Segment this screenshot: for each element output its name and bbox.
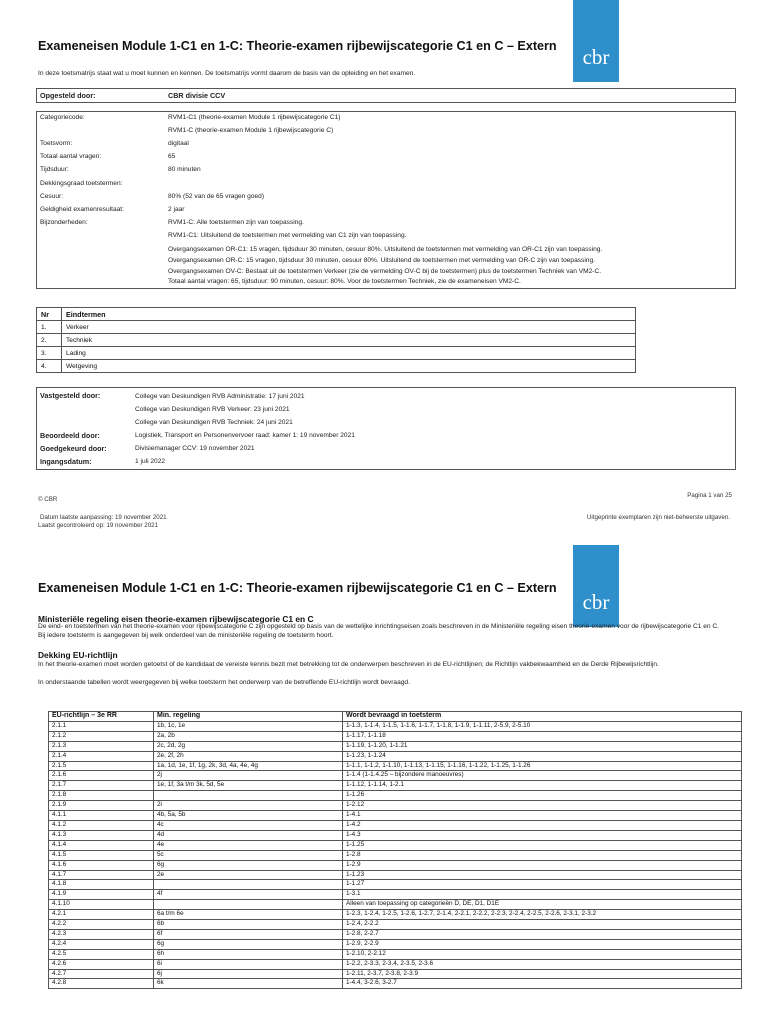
table-row <box>49 939 742 949</box>
eindterm-name: Techniek <box>62 334 636 347</box>
table-row <box>49 781 742 791</box>
footer-date-checked: Laatst gecontroleerd op: 19 november 2021 <box>38 522 159 529</box>
eindterm-nr: 2. <box>37 334 62 347</box>
table-cell: 4d <box>154 830 343 840</box>
table-cell: 6j <box>154 969 343 979</box>
column-header: Min. regeling <box>154 712 343 722</box>
eindterm-name: Wetgeving <box>62 360 636 373</box>
section-text: In het theorie-examen moet worden getoetst of de kandidaat de vereiste kennis bezit met betrekking tot de onderwerpen beschreven in de EU-richtlijnen; de Richtlijn vakbekwaamheid en de Derde Rijbewijsrichtlijn. <box>38 661 659 668</box>
table-cell: 6g <box>154 939 343 949</box>
info-value: 80% (52 van de 65 vragen goed) <box>168 193 265 200</box>
info-box <box>36 111 736 289</box>
bijzonderheden-line: Totaal aantal vragen: 65, tijdsduur: 90 minuten, cesuur: 80%. Voor de toetstermen Techniek, zie de exameneisen VM2-C. <box>168 278 521 285</box>
table-row <box>49 751 742 761</box>
table-cell: 1-1.26 <box>343 791 742 801</box>
table-cell: 4.1.6 <box>49 860 154 870</box>
table-row <box>49 979 742 989</box>
info-label: Categoriecode: <box>40 114 85 121</box>
table-row <box>37 321 636 334</box>
vastgesteld-value: College van Deskundigen RVB Administratie: 17 juni 2021 <box>135 393 305 400</box>
table-cell: 6a t/m 6e <box>154 910 343 920</box>
table-row <box>49 830 742 840</box>
table-row <box>49 761 742 771</box>
opgesteld-box <box>36 88 736 103</box>
eindtermen-name-header: Eindtermen <box>62 308 636 321</box>
table-cell: 1-4.4, 3-2.6, 3-2.7 <box>343 979 742 989</box>
table-cell: 1-4.2 <box>343 820 742 830</box>
table-cell <box>154 791 343 801</box>
table-cell: 1-1.25 <box>343 840 742 850</box>
table-cell: 2j <box>154 771 343 781</box>
table-row <box>49 721 742 731</box>
table-cell: 1-1.17, 1-1.18 <box>343 731 742 741</box>
vastgesteld-value: College van Deskundigen RVB Verkeer: 23 juni 2021 <box>135 406 290 413</box>
table-cell: 1-2.3, 1-2.4, 1-2.5, 1-2.6, 1-2.7, 2-1.4, 2-2.1, 2-2.2, 2-2.3, 2-2.4, 2-2.5, 2-2.6, 2-3.1, 2-3.2 <box>343 910 742 920</box>
table-cell: 1-1.19, 1-1.20, 1-1.21 <box>343 741 742 751</box>
table-cell: 4.1.7 <box>49 870 154 880</box>
table-cell: 2.1.7 <box>49 781 154 791</box>
table-cell: 5c <box>154 850 343 860</box>
table-cell: 4.1.5 <box>49 850 154 860</box>
cbr-logo: cbr <box>573 0 619 82</box>
table-cell: 2.1.1 <box>49 721 154 731</box>
table-cell: 4.2.7 <box>49 969 154 979</box>
info-value: RVM1-C1 (theorie-examen Module 1 rijbewijscategorie C1) <box>168 114 341 121</box>
opgesteld-value: CBR divisie CCV <box>168 91 226 100</box>
table-row <box>49 910 742 920</box>
section-text: In onderstaande tabellen wordt weergegeven bij welke toetsterm het onderwerp van de betreffende EU-richtlijn wordt bevraagd. <box>38 679 410 686</box>
table-cell: 4.1.8 <box>49 880 154 890</box>
eindtermen-table <box>36 307 636 373</box>
beoordeeld-value: Logistiek, Transport en Personenvervoer raad: kamer 1: 19 november 2021 <box>135 432 355 439</box>
table-cell: 2.1.3 <box>49 741 154 751</box>
eu-richtlijn-table <box>48 711 742 989</box>
table-cell: 1e, 1f, 3a t/m 3k, 5d, 5e <box>154 781 343 791</box>
table-cell: 4b, 5a, 5b <box>154 811 343 821</box>
vastgesteld-value: College van Deskundigen RVB Techniek: 24 juni 2021 <box>135 419 293 426</box>
table-cell: 6f <box>154 929 343 939</box>
table-cell: 4.1.4 <box>49 840 154 850</box>
table-row <box>49 850 742 860</box>
table-cell: 1-1.3, 1-1.4, 1-1.5, 1-1.6, 1-1.7, 1-1.8, 1-1.9, 1-1.11, 2-5.9, 2-5.10 <box>343 721 742 731</box>
info-label: Totaal aantal vragen: <box>40 153 102 160</box>
table-cell: 1-2.2, 2-3.3, 2-3.4, 2-3.5, 2-3.6 <box>343 959 742 969</box>
table-cell: 1-2.8 <box>343 850 742 860</box>
info-value: 2 jaar <box>168 206 185 213</box>
table-cell: 2c, 2d, 2g <box>154 741 343 751</box>
section-heading: Ministeriële regeling eisen theorie-examen rijbewijscategorie C1 en C <box>38 614 314 624</box>
table-cell: 4.1.9 <box>49 890 154 900</box>
table-cell: 2a, 2b <box>154 731 343 741</box>
table-cell: 6i <box>154 959 343 969</box>
eindterm-nr: 1. <box>37 321 62 334</box>
table-row <box>49 811 742 821</box>
table-cell: 2.1.5 <box>49 761 154 771</box>
info-label: Geldigheid examenresultaat: <box>40 206 124 213</box>
section-heading: Dekking EU-richtlijn <box>38 650 118 660</box>
table-cell: 1-1.27 <box>343 880 742 890</box>
table-row <box>37 334 636 347</box>
footer-date-modified: Datum laatste aanpassing: 19 november 2021 <box>40 514 167 521</box>
table-cell: 1-1.1, 1-1.2, 1-1.10, 1-1.13, 1-1.15, 1-1.16, 1-1.22, 1-1.25, 1-1.26 <box>343 761 742 771</box>
table-cell: 4.2.5 <box>49 949 154 959</box>
table-cell: 1-1.23, 1-1.24 <box>343 751 742 761</box>
intro-text: In deze toetsmatrijs staat wat u moet kunnen en kennen. De toetsmatrijs vormt daarom de basis van de opleiding en het examen. <box>38 70 416 77</box>
table-row <box>37 360 636 373</box>
table-cell: 1-4.1 <box>343 811 742 821</box>
table-cell: 2.1.4 <box>49 751 154 761</box>
info-label: Toetsvorm: <box>40 140 73 147</box>
table-row <box>49 949 742 959</box>
column-header: EU-richtlijn – 3e RR <box>49 712 154 722</box>
eindterm-name: Verkeer <box>62 321 636 334</box>
table-cell: 1-1.4 (1-1.4.25 – bijzondere manoeuvres) <box>343 771 742 781</box>
table-cell: 6k <box>154 979 343 989</box>
info-value: digitaal <box>168 140 189 147</box>
table-cell: 4f <box>154 890 343 900</box>
table-cell: 4.2.8 <box>49 979 154 989</box>
table-cell: 4.2.2 <box>49 920 154 930</box>
table-cell: 4.2.4 <box>49 939 154 949</box>
table-row <box>49 741 742 751</box>
bijzonderheden-line: RVM1-C1: Uitsluitend de toetstermen met vermelding van C1 zijn van toepassing. <box>168 232 407 239</box>
table-cell: 1-1.12, 1-1.14, 1-2.1 <box>343 781 742 791</box>
table-row <box>49 929 742 939</box>
table-row <box>49 791 742 801</box>
bijzonderheden-line: Overgangsexamen OV-C: Bestaat uit de toetstermen Verkeer (zie de vermelding OV-C bij de toetstermen) plus de toetstermen Techniek van VM2-C. <box>168 268 602 275</box>
bijzonderheden-line: Overgangsexamen OR-C1: 15 vragen, tijdsduur 30 minuten, cesuur 80%. Uitsluitend de toetstermen met vermelding van OR-C1 zijn van toepassing. <box>168 246 603 253</box>
info-value: RVM1-C: Alle toetstermen zijn van toepassing. <box>168 219 304 226</box>
table-cell: 1-3.1 <box>343 890 742 900</box>
table-cell: 6g <box>154 860 343 870</box>
table-cell: 4.1.3 <box>49 830 154 840</box>
opgesteld-label: Opgesteld door: <box>40 91 96 100</box>
table-cell: Alleen van toepassing op categorieën D, DE, D1, D1E <box>343 900 742 910</box>
table-cell <box>154 900 343 910</box>
page-title: Exameneisen Module 1-C1 en 1-C: Theorie-examen rijbewijscategorie C1 en C – Extern <box>38 39 557 53</box>
beoordeeld-label: Beoordeeld door: <box>40 431 100 440</box>
table-cell: 4.1.2 <box>49 820 154 830</box>
info-label: Bijzonderheden: <box>40 219 88 226</box>
table-cell: 1-2.12 <box>343 801 742 811</box>
footer-page-number: Pagina 1 van 25 <box>687 492 732 499</box>
table-cell: 4.1.10 <box>49 900 154 910</box>
table-cell: 2i <box>154 801 343 811</box>
eindterm-name: Lading <box>62 347 636 360</box>
cbr-logo: cbr <box>573 545 619 627</box>
eindtermen-nr-header: Nr <box>37 308 62 321</box>
table-cell: 1a, 1d, 1e, 1f, 1g, 2k, 3d, 4a, 4e, 4g <box>154 761 343 771</box>
column-header: Wordt bevraagd in toetsterm <box>343 712 742 722</box>
table-cell: 1-2.9 <box>343 860 742 870</box>
table-cell: 4.2.3 <box>49 929 154 939</box>
table-cell: 2e, 2f, 2h <box>154 751 343 761</box>
table-cell: 2e <box>154 870 343 880</box>
table-row <box>49 900 742 910</box>
info-label: Dekkingsgraad toetstermen: <box>40 180 123 187</box>
table-cell: 2.1.6 <box>49 771 154 781</box>
table-cell: 2.1.8 <box>49 791 154 801</box>
ingangsdatum-value: 1 juli 2022 <box>135 458 166 465</box>
table-cell: 6b <box>154 920 343 930</box>
goedgekeurd-label: Goedgekeurd door: <box>40 444 107 453</box>
approval-box <box>36 387 736 470</box>
table-cell: 1-4.3 <box>343 830 742 840</box>
table-cell: 1-2.8, 2-2.7 <box>343 929 742 939</box>
table-cell: 4e <box>154 840 343 850</box>
table-row <box>49 801 742 811</box>
table-row <box>49 959 742 969</box>
table-cell: 6h <box>154 949 343 959</box>
footer-copyright: © CBR <box>38 496 58 503</box>
table-cell: 1-2.11, 2-3.7, 2-3.8, 2-3.9 <box>343 969 742 979</box>
table-row <box>49 731 742 741</box>
table-cell: 4.1.1 <box>49 811 154 821</box>
page-title: Exameneisen Module 1-C1 en 1-C: Theorie-examen rijbewijscategorie C1 en C – Extern <box>38 581 557 595</box>
table-cell: 1-2.9, 2-2.9 <box>343 939 742 949</box>
info-label: Tijdsduur: <box>40 166 69 173</box>
vastgesteld-label: Vastgesteld door: <box>40 391 101 400</box>
table-row <box>49 920 742 930</box>
table-cell: 1-2.10, 2-2.12 <box>343 949 742 959</box>
table-cell: 4c <box>154 820 343 830</box>
table-cell: 2.1.2 <box>49 731 154 741</box>
section-text: De eind- en toetstermen van het theorie-examen voor rijbewijscategorie C zijn opgesteld op basis van de wettelijke inrichtingseisen zoals beschreven in de Ministeriële regeling eisen theorie-examen voor de rijbewijscategorie C1 en C. Bij iedere toetsterm is aangegeven bij welk onderdeel van de ministeriële regeling de toetsterm hoort. <box>38 623 719 639</box>
goedgekeurd-value: Divisiemanager CCV: 19 november 2021 <box>135 445 255 452</box>
info-value: RVM1-C (theorie-examen Module 1 rijbewijscategorie C) <box>168 127 334 134</box>
table-cell: 1b, 1c, 1e <box>154 721 343 731</box>
table-cell: 4.2.6 <box>49 959 154 969</box>
table-row <box>49 820 742 830</box>
table-row <box>49 870 742 880</box>
table-cell: 2.1.9 <box>49 801 154 811</box>
info-value: 65 <box>168 153 176 160</box>
table-cell: 1-1.23 <box>343 870 742 880</box>
table-row <box>49 860 742 870</box>
ingangsdatum-label: Ingangsdatum: <box>40 457 92 466</box>
eindterm-nr: 4. <box>37 360 62 373</box>
table-row <box>49 840 742 850</box>
info-value: 80 minuten <box>168 166 201 173</box>
footer-disclaimer: Uitgeprinte exemplaren zijn niet-beheerste uitgaven. <box>586 514 730 521</box>
table-cell: 1-2.4, 2-2.2 <box>343 920 742 930</box>
info-label: Cesuur: <box>40 193 64 200</box>
table-row <box>49 880 742 890</box>
table-cell: 4.2.1 <box>49 910 154 920</box>
bijzonderheden-line: Overgangsexamen OR-C: 15 vragen, tijdsduur 30 minuten, cesuur 80%. Uitsluitend de toetstermen met vermelding van OR-C zijn van toepassing. <box>168 257 595 264</box>
eindterm-nr: 3. <box>37 347 62 360</box>
table-cell <box>154 880 343 890</box>
table-row <box>49 890 742 900</box>
table-row <box>49 771 742 781</box>
table-row <box>37 347 636 360</box>
table-row <box>49 969 742 979</box>
